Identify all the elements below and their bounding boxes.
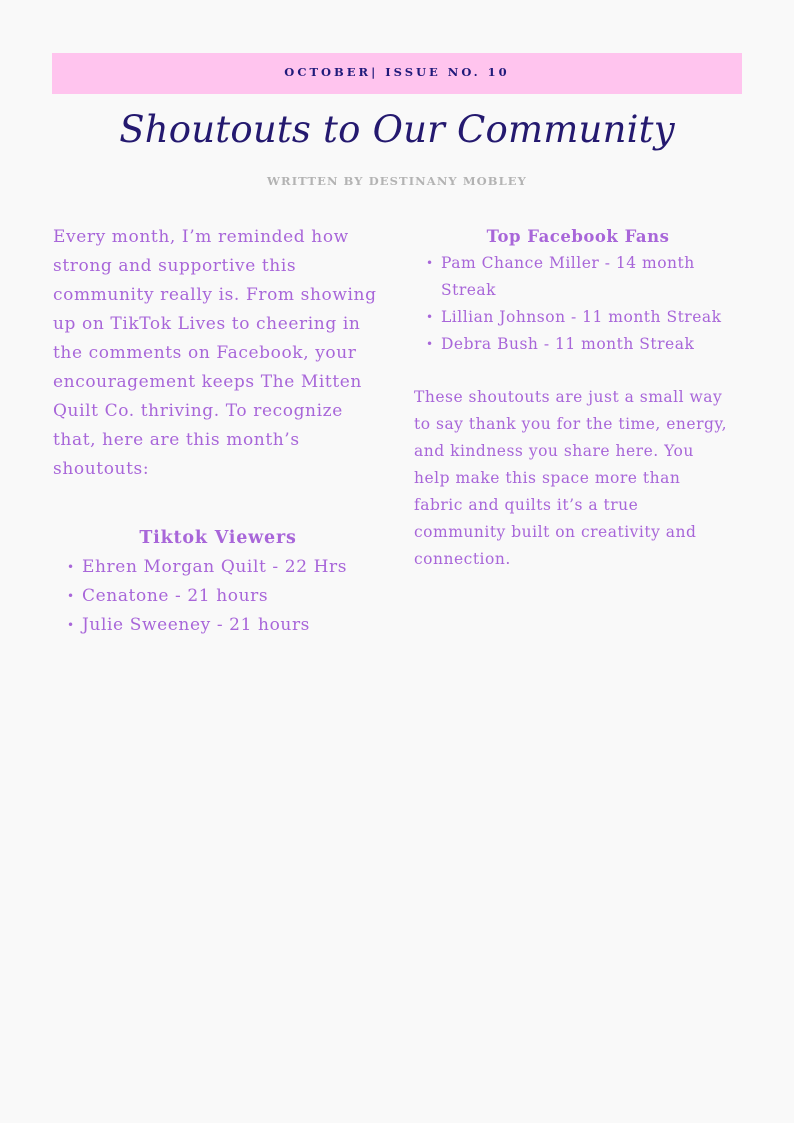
bullet-icon: • [426,337,434,351]
issue-line: OCTOBER| ISSUE NO. 10 [284,64,510,79]
closing-paragraph: These shoutouts are just a small way to say thank you for the time, energy, and kindness you share here. You help make this space more than fabric and quilts it’s a true community built on creativity and connection. [414,388,728,568]
list-item [53,582,383,611]
list-item-text: Cenatone - 21 hours [82,586,269,606]
issue-banner [52,53,742,94]
tiktok-list [53,553,383,640]
bullet-icon: • [67,560,75,574]
facebook-list [414,250,754,358]
list-item [414,250,754,304]
list-item [53,553,383,582]
bullet-icon: • [67,589,75,603]
bullet-icon: • [426,310,434,324]
list-item-text: Pam Chance Miller - 14 month Streak [441,254,695,299]
list-item-text: Julie Sweeney - 21 hours [82,615,311,635]
list-item-text: Lillian Johnson - 11 month Streak [441,308,722,326]
list-item-text: Ehren Morgan Quilt - 22 Hrs [82,557,348,577]
tiktok-heading: Tiktok Viewers [139,528,297,548]
facebook-heading: Top Facebook Fans [486,227,670,246]
bullet-icon: • [67,618,75,632]
page-title: Shoutouts to Our Community [119,108,675,151]
right-column [414,223,754,573]
author-byline: WRITTEN BY DESTINANY MOBLEY [267,174,527,188]
list-item [414,331,754,358]
bullet-icon: • [426,256,434,270]
left-column [53,223,383,640]
intro-paragraph: Every month, I’m reminded how strong and supportive this community really is. From showing up on TikTok Lives to cheering in the comments on Facebook, your encouragement keeps The Mitten Quilt Co. thriving. To recognize that, here are this month’s shoutouts: [53,227,377,479]
list-item [53,611,383,640]
list-item [414,304,754,331]
list-item-text: Debra Bush - 11 month Streak [441,335,695,353]
